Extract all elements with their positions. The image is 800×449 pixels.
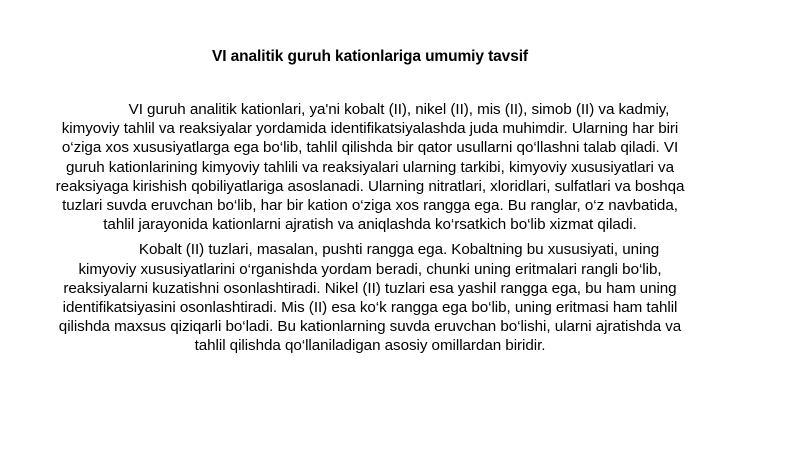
- slide-title: VI analitik guruh kationlariga umumiy tavsif: [211, 48, 528, 65]
- paragraph-intro: VI guruh analitik kationlari, ya'ni kobalt (II), nikel (II), mis (II), simob (II) va kadmiy, kimyoviy tahlil va reaksiyalar yordamida identifikatsiyalashda juda muhimdir. Ularning har biri o‘ziga xos xususiyatlarga ega bo‘lib, tahlil qilishda bir qator usullarni qo‘llashni talab qiladi. VI guruh kationlarining kimyoviy tahlili va reaksiyalari ularning tarkibi, kimyoviy xususiyatlari va reaksiyaga kirishish qobiliyatlariga asoslanadi. Ularning nitratlari, xloridlari, sulfatlari va boshqa tuzlari suvda eruvchan bo‘lib, har bir kation o‘ziga xos rangga ega. Bu ranglar, o‘z navbatida, tahlil jarayonida kationlarni ajratish va aniqlashda ko‘rsatkich bo‘lib xizmat qiladi.: [55, 101, 685, 234]
- paragraph-colors: Kobalt (II) tuzlari, masalan, pushti rangga ega. Kobaltning bu xususiyati, uning kimyoviy xususiyatlarini o‘rganishda yordam beradi, chunki uning eritmalari rangli bo‘lib, reaksiyalarni kuzatishni osonlashtiradi. Nikel (II) tuzlari esa yashil rangga ega, bu ham uning identifikatsiyasini osonlashtiradi. Mis (II) esa ko‘k rangga ega bo‘lib, uning eritmasi ham tahlil qilishda maxsus qiziqarli bo‘ladi. Bu kationlarning suvda eruvchan bo‘lishi, ularni ajratishda va tahlil qilishda qo‘llaniladigan asosiy omillardan biridir.: [58, 241, 682, 355]
- slide-body: [50, 100, 690, 362]
